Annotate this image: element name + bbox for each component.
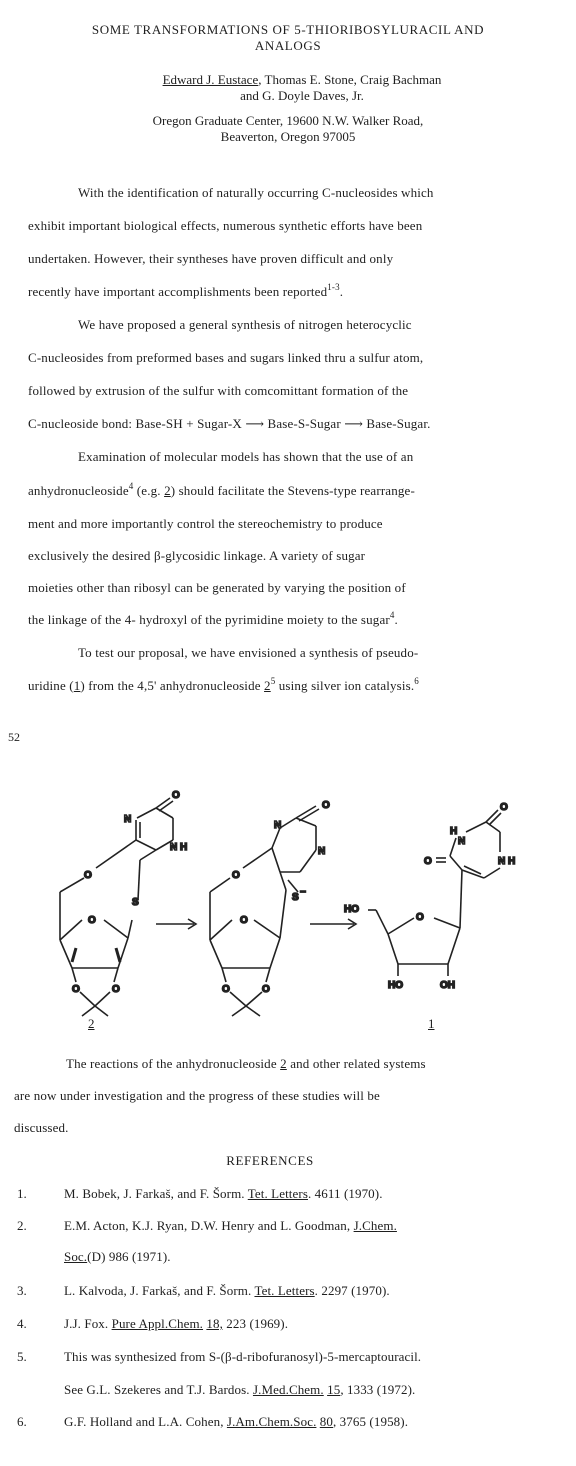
affiliation-line-1: Oregon Graduate Center, 19600 N.W. Walker Road, — [152, 113, 424, 128]
ref-3 — [64, 1283, 390, 1299]
atom-O: O — [88, 915, 96, 926]
citation-1-3: 1-3 — [327, 282, 340, 292]
authors-line-1 — [14, 72, 576, 87]
ref-1 — [64, 1186, 383, 1202]
paper-title-line-1: SOME TRANSFORMATIONS OF 5-THIORIBOSYLURACIL AND — [91, 22, 485, 37]
citation-4: 4 — [128, 481, 134, 491]
atom-H: H — [450, 826, 458, 837]
atom-O: O — [222, 984, 230, 995]
atom-O: O — [72, 984, 80, 995]
references-heading: REFERENCES — [226, 1153, 314, 1168]
p2-line-3: followed by extrusion of the sulfur with comcomittant formation of the — [28, 383, 409, 398]
atom-S: S — [132, 897, 139, 908]
atom-O: O — [500, 802, 508, 813]
ref-4 — [64, 1316, 288, 1332]
compound-2-ref: 2 — [164, 483, 171, 498]
ref-2-number: 2. — [17, 1218, 27, 1233]
p2-line-4: C-nucleoside bond: Base-SH + Sugar-X ⟶ Base-S-Sugar ⟶ Base-Sugar. — [28, 416, 431, 431]
p5-line-2: are now under investigation and the progress of these studies will be — [14, 1088, 380, 1103]
citation-6: 6 — [414, 676, 419, 686]
p3-line-6-end: . — [394, 612, 398, 627]
ref-2-authors: E.M. Acton, K.J. Ryan, D.W. Henry and L. Goodman, — [64, 1218, 354, 1233]
p3-line-6 — [28, 612, 398, 628]
p5-line-1-a: The reactions of the anhydronucleoside — [66, 1056, 281, 1071]
atom-N: N — [318, 846, 326, 857]
ref-1-journal: Tet. Letters — [247, 1186, 308, 1201]
paper-title-line-2: ANALOGS — [254, 38, 322, 53]
ref-1-detail: . 4611 (1970). — [307, 1186, 383, 1201]
p4-line-2-b: ) from the 4,5' anhydronucleoside — [80, 678, 265, 693]
p4-line-2 — [28, 678, 419, 694]
atom-S: S — [292, 892, 299, 903]
ref-2-line-2 — [64, 1249, 171, 1265]
p1-line-2: exhibit important biological effects, numerous synthetic efforts have been — [28, 218, 423, 233]
p1-line-4-text: recently have important accomplishments been reported — [28, 284, 328, 299]
ref-2-journal: J.Chem. — [353, 1218, 397, 1233]
ref-6-authors: G.F. Holland and L.A. Cohen, — [64, 1414, 227, 1429]
p1-line-4-end: . — [339, 284, 344, 299]
atom-O: O — [84, 870, 92, 881]
reaction-scheme — [0, 760, 576, 1040]
p3-line-2-b: (e.g. — [133, 483, 165, 498]
atom-O: O — [112, 984, 120, 995]
p3-line-4: exclusively the desired β-glycosidic linkage. A variety of sugar — [28, 548, 366, 563]
atom-O: O — [232, 870, 240, 881]
ref-4-authors: J.J. Fox. — [64, 1316, 112, 1331]
compound-label-1: 1 — [428, 1016, 435, 1031]
p3-line-6-text: the linkage of the 4- hydroxyl of the pyrimidine moiety to the sugar — [28, 612, 390, 627]
p1-line-1: With the identification of naturally occurring C-nucleosides which — [78, 185, 434, 200]
ref-6-volume: 80 — [319, 1414, 333, 1429]
p3-line-5: moieties other than ribosyl can be generated by varying the position of — [28, 580, 406, 595]
p3-line-2 — [28, 483, 415, 499]
p4-line-2-c: using silver ion catalysis. — [275, 678, 415, 693]
atom-NH: N H — [170, 842, 188, 853]
ref-6-journal: J.Am.Chem.Soc. — [226, 1414, 317, 1429]
ref-5-volume: 15 — [327, 1382, 341, 1397]
compound-1-ref: 1 — [73, 678, 81, 693]
authors-line-2: and G. Doyle Daves, Jr. — [240, 88, 364, 103]
ref-6-detail: , 3765 (1958). — [332, 1414, 409, 1429]
compound-label-2: 2 — [88, 1016, 95, 1031]
atom-O: O — [262, 984, 270, 995]
ref-6 — [64, 1414, 408, 1430]
p5-line-3: discussed. — [14, 1120, 69, 1135]
page-number: 52 — [8, 730, 20, 744]
ref-4-journal: Pure Appl.Chem. — [111, 1316, 204, 1331]
atom-HO: HO — [388, 980, 403, 991]
ref-3-authors: L. Kalvoda, J. Farkaš, and F. Šorm. — [64, 1283, 255, 1298]
p2-line-2: C-nucleosides from preformed bases and sugars linked thru a sulfur atom, — [28, 350, 424, 365]
ref-3-detail: . 2297 (1970). — [314, 1283, 390, 1298]
citation-4b: 4 — [389, 610, 395, 620]
atom-N: N — [124, 814, 132, 825]
atom-O: O — [322, 800, 330, 811]
ref-5-journal: J.Med.Chem. — [252, 1382, 324, 1397]
ref-5: This was synthesized from S-(β-d-ribofuranosyl)-5-mercaptouracil. — [64, 1349, 422, 1364]
ref-4-number: 4. — [17, 1316, 27, 1331]
ref-3-journal: Tet. Letters — [254, 1283, 315, 1298]
ref-4-detail: 223 (1969). — [222, 1316, 289, 1331]
ref-5-authors: See G.L. Szekeres and T.J. Bardos. — [64, 1382, 253, 1397]
compound-2-ref-b: 2 — [264, 678, 271, 693]
ref-1-authors: M. Bobek, J. Farkaš, and F. Šorm. — [64, 1186, 248, 1201]
ref-6-number: 6. — [17, 1414, 27, 1429]
ref-4-volume: 18, — [206, 1316, 223, 1331]
p1-line-3: undertaken. However, their syntheses have proven difficult and only — [28, 251, 394, 266]
ref-5-detail: , 1333 (1972). — [340, 1382, 416, 1397]
p3-line-2-a: anhydronucleoside — [28, 483, 129, 498]
ref-2-detail: (D) 986 (1971). — [87, 1249, 171, 1264]
charge-minus: − — [300, 887, 306, 898]
p2-line-1: We have proposed a general synthesis of nitrogen heterocyclic — [78, 317, 412, 332]
other-authors: , Thomas E. Stone, Craig Bachman — [258, 72, 442, 87]
citation-5: 5 — [270, 676, 276, 686]
first-author: Edward J. Eustace — [162, 72, 259, 87]
p3-line-3: ment and more importantly control the stereochemistry to produce — [28, 516, 383, 531]
ref-2-journal-cont: Soc. — [64, 1249, 88, 1264]
p3-line-1: Examination of molecular models has shown that the use of an — [78, 449, 414, 464]
atom-N: N — [458, 836, 466, 847]
atom-OH: OH — [440, 980, 455, 991]
structure-1 — [368, 810, 501, 976]
p5-line-1-b: and other related systems — [286, 1056, 426, 1071]
atom-O: O — [240, 915, 248, 926]
atom-HO: HO — [344, 904, 359, 915]
p3-line-2-c: ) should facilitate the Stevens-type rearrange- — [170, 483, 415, 498]
atom-NH: N H — [498, 856, 516, 867]
p5-line-1 — [66, 1056, 426, 1072]
atom-N: N — [274, 820, 282, 831]
ref-5-line-2 — [64, 1382, 415, 1398]
atom-O: O — [424, 856, 432, 867]
p4-line-2-a: uridine ( — [28, 678, 74, 693]
ref-5-number: 5. — [17, 1349, 27, 1364]
affiliation-line-2: Beaverton, Oregon 97005 — [220, 129, 356, 144]
ref-1-number: 1. — [17, 1186, 27, 1201]
ref-3-number: 3. — [17, 1283, 27, 1298]
atom-O: O — [416, 912, 424, 923]
compound-2-ref-c: 2 — [280, 1056, 287, 1071]
atom-O: O — [172, 790, 180, 801]
ref-2 — [64, 1218, 397, 1234]
p1-line-4 — [28, 284, 343, 300]
p4-line-1: To test our proposal, we have envisioned a synthesis of pseudo- — [78, 645, 419, 660]
